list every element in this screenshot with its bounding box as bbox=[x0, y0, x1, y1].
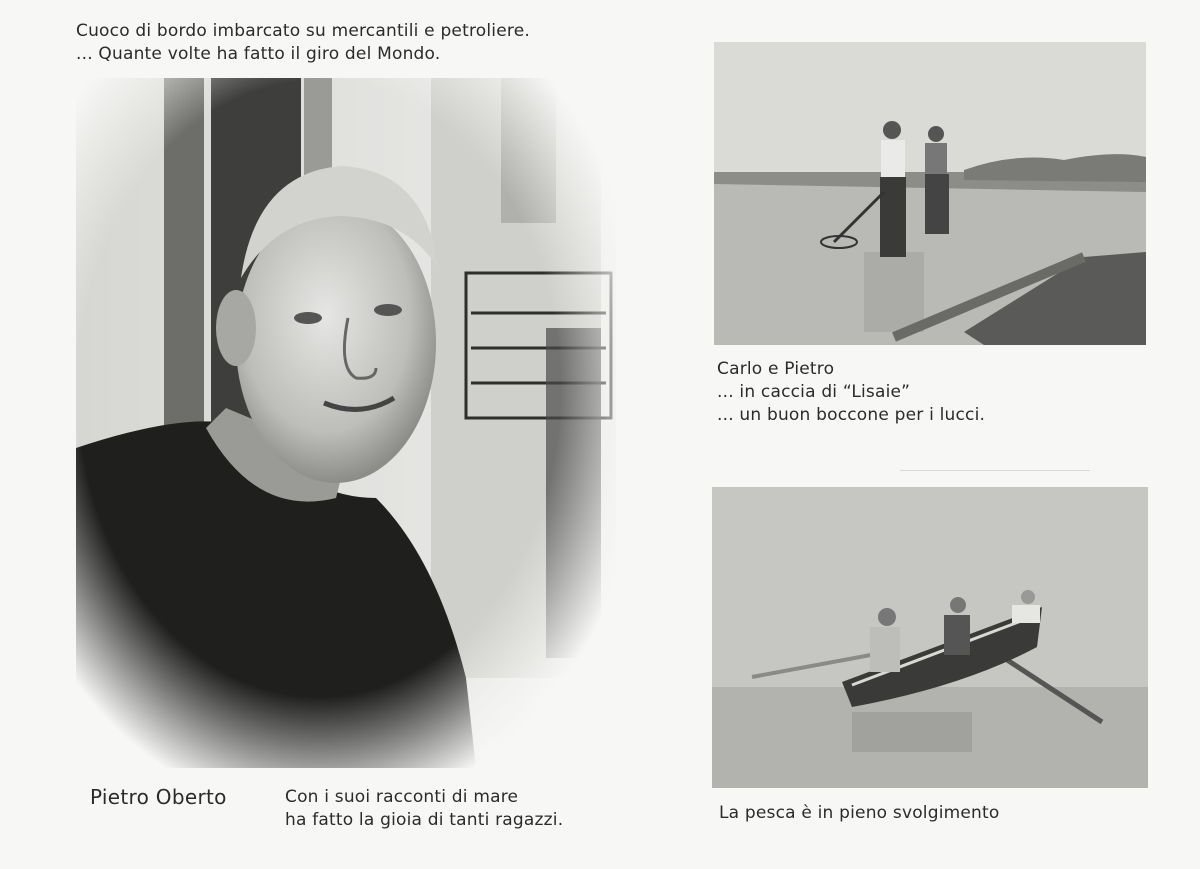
portrait-photo bbox=[76, 78, 616, 768]
wading-photo bbox=[714, 42, 1146, 345]
divider-line bbox=[900, 470, 1090, 471]
wading-caption-line-2: ... in caccia di “Lisaie” bbox=[717, 382, 911, 402]
top-caption-line-1: Cuoco di bordo imbarcato su mercantili e petroliere. bbox=[76, 21, 530, 41]
rowboat-caption-line-1: La pesca è in pieno svolgimento bbox=[719, 803, 1000, 823]
portrait-caption bbox=[285, 786, 563, 832]
wading-caption-line-1: Carlo e Pietro bbox=[717, 359, 835, 379]
wading-photo-caption bbox=[717, 358, 985, 427]
rowboat-photo-caption bbox=[719, 802, 1000, 825]
wading-caption-line-3: ... un buon boccone per i lucci. bbox=[717, 405, 986, 425]
portrait-caption-line-2: ha fatto la gioia di tanti ragazzi. bbox=[285, 810, 564, 830]
top-caption bbox=[76, 20, 530, 66]
portrait-name: Pietro Oberto bbox=[90, 785, 227, 809]
top-caption-line-2: ... Quante volte ha fatto il giro del Mondo. bbox=[76, 44, 441, 64]
rowboat-photo bbox=[712, 487, 1148, 788]
portrait-caption-line-1: Con i suoi racconti di mare bbox=[285, 787, 519, 807]
